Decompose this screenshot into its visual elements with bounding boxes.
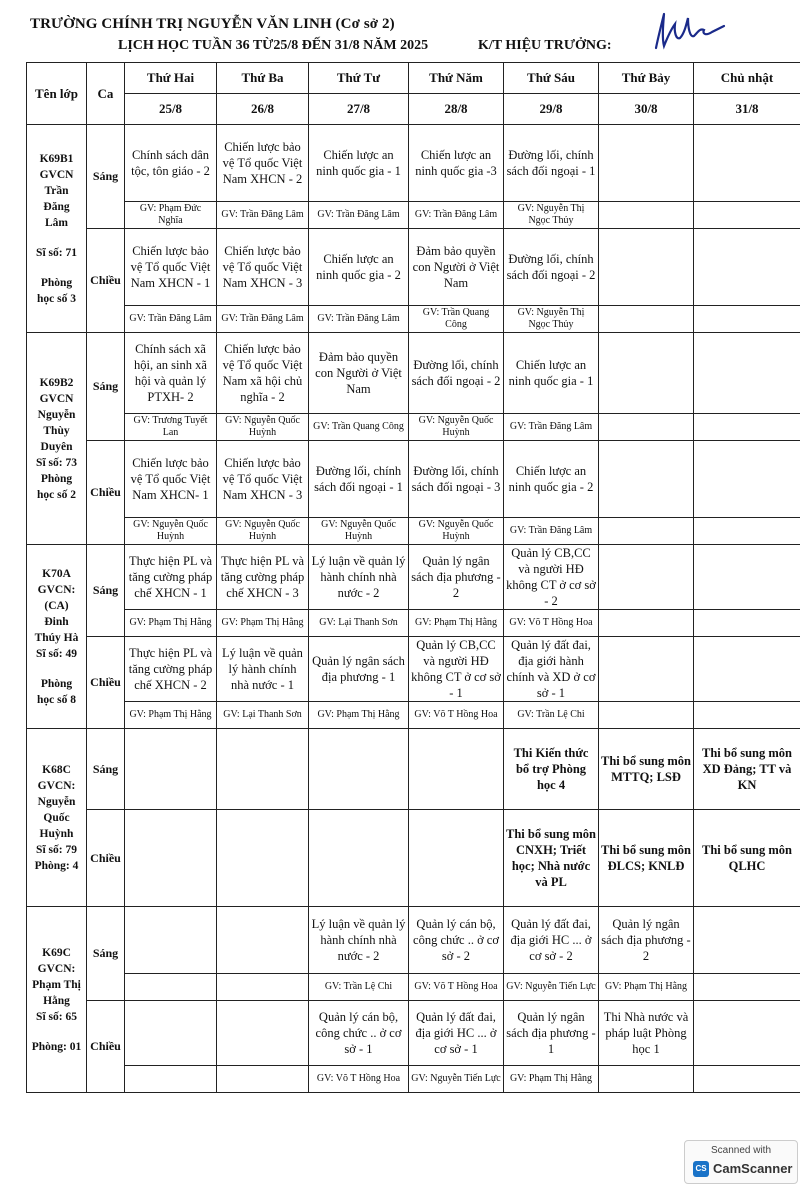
- teacher-cell: [217, 1066, 309, 1093]
- subject-cell: Thi Nhà nước và pháp luật Phòng học 1: [599, 1001, 694, 1066]
- teacher-cell: GV: Trần Quang Công: [309, 414, 409, 441]
- subject-cell: [694, 441, 800, 518]
- class-column-header: Tên lớp: [27, 63, 87, 125]
- subject-cell: [217, 810, 309, 907]
- teacher-cell: GV: Nguyễn Quốc Huỳnh: [409, 414, 504, 441]
- subject-cell: [599, 637, 694, 702]
- teacher-cell: [599, 414, 694, 441]
- teacher-cell: GV: Nguyễn Tiến Lực: [504, 974, 599, 1001]
- teacher-cell: GV: Phạm Thị Hằng: [217, 610, 309, 637]
- date-header: 28/8: [409, 94, 504, 125]
- teacher-cell: [694, 202, 800, 229]
- school-name: TRƯỜNG CHÍNH TRỊ NGUYỄN VĂN LINH (Cơ sở 2): [30, 16, 395, 32]
- session-column-header: Ca: [87, 63, 125, 125]
- teacher-cell: GV: Nguyễn Tiến Lực: [409, 1066, 504, 1093]
- camscanner-logo-icon: CS: [693, 1161, 709, 1177]
- subject-cell: [694, 229, 800, 306]
- subject-cell: Thực hiện PL và tăng cường pháp chế XHCN - 1: [125, 545, 217, 610]
- subject-cell: Lý luận về quản lý hành chính nhà nước - 2: [309, 907, 409, 974]
- teacher-cell: [217, 974, 309, 1001]
- teacher-cell: GV: Nguyễn Quốc Huỳnh: [217, 414, 309, 441]
- subject-cell: Quản lý đất đai, địa giới HC ... ở cơ sở - 2: [504, 907, 599, 974]
- subject-cell: Thi bổ sung môn ĐLCS; KNLĐ: [599, 810, 694, 907]
- subject-cell: Thực hiện PL và tăng cường pháp chế XHCN - 2: [125, 637, 217, 702]
- signature-icon: [648, 8, 728, 52]
- class-info-line: Sĩ số: 65: [36, 1010, 77, 1023]
- class-info-line: (CA): [44, 599, 69, 612]
- class-info-line: Đinh: [44, 615, 69, 628]
- subject-cell: Đường lối, chính sách đối ngoại - 1: [504, 125, 599, 202]
- subject-cell: Chiến lược bảo vệ Tổ quốc Việt Nam XHCN - 1: [125, 229, 217, 306]
- date-header: 31/8: [694, 94, 800, 125]
- class-info-line: Trần: [44, 184, 69, 197]
- session-label: Chiều: [87, 1001, 125, 1093]
- camscanner-label: CamScanner: [713, 1161, 793, 1176]
- class-info-line: Nguyễn: [37, 408, 76, 421]
- class-info-line: Thùy: [43, 424, 70, 437]
- scanned-with-label: Scanned with: [710, 1145, 772, 1156]
- class-info-line: [29, 1025, 84, 1039]
- class-info-line: Đăng: [43, 200, 70, 213]
- teacher-cell: GV: Trương Tuyết Lan: [125, 414, 217, 441]
- class-info-line: [29, 662, 84, 676]
- day-header: Thứ Năm: [409, 63, 504, 94]
- teacher-cell: GV: Võ T Hồng Hoa: [409, 974, 504, 1001]
- class-info-cell: [27, 729, 87, 907]
- class-info-line: GVCN: [39, 168, 74, 181]
- teacher-cell: GV: Nguyễn Quốc Huỳnh: [217, 518, 309, 545]
- subject-cell: [694, 637, 800, 702]
- class-info-line: K69B2: [39, 376, 74, 389]
- session-label: Chiều: [87, 229, 125, 333]
- class-info-line: Hằng: [43, 994, 70, 1007]
- teacher-cell: GV: Lại Thanh Sơn: [217, 702, 309, 729]
- session-label: Sáng: [87, 333, 125, 441]
- session-label: Sáng: [87, 125, 125, 229]
- subject-cell: [694, 907, 800, 974]
- class-info-line: GVCN:: [37, 583, 76, 596]
- teacher-cell: GV: Trần Đăng Lâm: [217, 306, 309, 333]
- teacher-cell: GV: Phạm Thị Hằng: [309, 702, 409, 729]
- subject-cell: Lý luận về quản lý hành chính nhà nước - 2: [309, 545, 409, 610]
- subject-cell: Quản lý cán bộ, công chức .. ở cơ sở - 1: [309, 1001, 409, 1066]
- subject-cell: Đường lối, chính sách đối ngoại - 1: [309, 441, 409, 518]
- teacher-cell: GV: Trần Lệ Chi: [309, 974, 409, 1001]
- subject-cell: Chiến lược an ninh quốc gia - 1: [309, 125, 409, 202]
- class-info-line: Duyên: [40, 440, 73, 453]
- class-info-line: GVCN:: [37, 962, 76, 975]
- subject-cell: [217, 1001, 309, 1066]
- subject-cell: Chiến lược bảo vệ Tổ quốc Việt Nam xã hội chủ nghĩa - 2: [217, 333, 309, 414]
- subject-cell: Chiến lược bảo vệ Tổ quốc Việt Nam XHCN - 2: [217, 125, 309, 202]
- class-info-line: Phạm Thị: [32, 978, 81, 991]
- teacher-cell: GV: Trần Đăng Lâm: [409, 202, 504, 229]
- teacher-cell: [599, 702, 694, 729]
- teacher-cell: [694, 306, 800, 333]
- subject-cell: [599, 441, 694, 518]
- subject-cell: Chiến lược bảo vệ Tổ quốc Việt Nam XHCN - 3: [217, 441, 309, 518]
- subject-cell: Quản lý ngân sách địa phương - 2: [599, 907, 694, 974]
- camscanner-watermark: [684, 1140, 798, 1184]
- session-label: Chiều: [87, 441, 125, 545]
- teacher-cell: [694, 518, 800, 545]
- class-info-line: Sĩ số: 49: [36, 647, 77, 660]
- subject-cell: [694, 545, 800, 610]
- subject-cell: Đường lối, chính sách đối ngoại - 2: [409, 333, 504, 414]
- class-info-line: Huỳnh: [39, 827, 74, 840]
- subject-cell: Thi Kiến thức bổ trợ Phòng học 4: [504, 729, 599, 810]
- subject-cell: Thi bổ sung môn QLHC: [694, 810, 800, 907]
- subject-cell: Quản lý CB,CC và người HĐ không CT ở cơ sở - 2: [504, 545, 599, 610]
- subject-cell: [409, 729, 504, 810]
- teacher-cell: GV: Phạm Thị Hằng: [504, 1066, 599, 1093]
- subject-cell: Thi bổ sung môn CNXH; Triết học; Nhà nước và PL: [504, 810, 599, 907]
- date-header: 25/8: [125, 94, 217, 125]
- subject-cell: Chiến lược an ninh quốc gia - 2: [309, 229, 409, 306]
- teacher-cell: GV: Phạm Đức Nghĩa: [125, 202, 217, 229]
- subject-cell: Chính sách dân tộc, tôn giáo - 2: [125, 125, 217, 202]
- day-header: Thứ Ba: [217, 63, 309, 94]
- class-info-cell: [27, 545, 87, 729]
- day-header: Thứ Bảy: [599, 63, 694, 94]
- subject-cell: Thi bổ sung môn XD Đảng; TT và KN: [694, 729, 800, 810]
- teacher-cell: GV: Trần Đăng Lâm: [309, 202, 409, 229]
- subject-cell: [694, 333, 800, 414]
- schedule-title: LỊCH HỌC TUẦN 36 TỪ25/8 ĐẾN 31/8 NĂM 2025: [118, 38, 429, 53]
- subject-cell: Thực hiện PL và tăng cường pháp chế XHCN - 3: [217, 545, 309, 610]
- subject-cell: [599, 229, 694, 306]
- class-info-line: Nguyễn: [37, 795, 76, 808]
- subject-cell: Lý luận về quản lý hành chính nhà nước - 1: [217, 637, 309, 702]
- class-info-line: GVCN:: [37, 779, 76, 792]
- class-info-line: [29, 261, 84, 275]
- teacher-cell: GV: Trần Đăng Lâm: [217, 202, 309, 229]
- subject-cell: [694, 125, 800, 202]
- subject-cell: [599, 333, 694, 414]
- class-info-line: K69B1: [39, 152, 74, 165]
- session-label: Sáng: [87, 729, 125, 810]
- class-info-line: học số 3: [37, 292, 76, 305]
- teacher-cell: GV: Phạm Thị Hằng: [125, 702, 217, 729]
- subject-cell: Quản lý đất đai, địa giới hành chính và XD ở cơ sở - 1: [504, 637, 599, 702]
- subject-cell: Chiến lược an ninh quốc gia - 2: [504, 441, 599, 518]
- subject-cell: Quản lý cán bộ, công chức .. ở cơ sở - 2: [409, 907, 504, 974]
- subject-cell: [309, 729, 409, 810]
- teacher-cell: [694, 702, 800, 729]
- principal-label: K/T HIỆU TRƯỞNG:: [478, 38, 612, 53]
- teacher-cell: GV: Trần Đăng Lâm: [309, 306, 409, 333]
- class-info-line: Phòng: [40, 677, 73, 690]
- date-header: 27/8: [309, 94, 409, 125]
- subject-cell: Chiến lược bảo vệ Tổ quốc Việt Nam XHCN- 1: [125, 441, 217, 518]
- class-info-line: K68C: [42, 763, 71, 776]
- class-info-line: K70A: [42, 567, 71, 580]
- subject-cell: Thi bổ sung môn MTTQ; LSĐ: [599, 729, 694, 810]
- class-info-line: Sĩ số: 71: [36, 246, 77, 259]
- session-label: Sáng: [87, 545, 125, 637]
- teacher-cell: GV: Trần Lệ Chi: [504, 702, 599, 729]
- teacher-cell: [694, 610, 800, 637]
- teacher-cell: [599, 306, 694, 333]
- subject-cell: [217, 729, 309, 810]
- teacher-cell: GV: Trần Đăng Lâm: [504, 518, 599, 545]
- class-info-line: học số 8: [37, 693, 76, 706]
- teacher-cell: GV: Phạm Thị Hằng: [599, 974, 694, 1001]
- subject-cell: Chiến lược bảo vệ Tổ quốc Việt Nam XHCN - 3: [217, 229, 309, 306]
- teacher-cell: GV: Võ T Hồng Hoa: [504, 610, 599, 637]
- document-header: [0, 0, 800, 60]
- teacher-cell: GV: Võ T Hồng Hoa: [409, 702, 504, 729]
- subject-cell: Đường lối, chính sách đối ngoại - 2: [504, 229, 599, 306]
- subject-cell: Đảm bảo quyền con Người ở Việt Nam: [409, 229, 504, 306]
- subject-cell: [125, 907, 217, 974]
- class-info-line: học số 2: [37, 488, 76, 501]
- subject-cell: [125, 810, 217, 907]
- teacher-cell: GV: Nguyễn Thị Ngọc Thủy: [504, 306, 599, 333]
- teacher-cell: [599, 1066, 694, 1093]
- teacher-cell: [694, 974, 800, 1001]
- teacher-cell: GV: Phạm Thị Hằng: [409, 610, 504, 637]
- subject-cell: [309, 810, 409, 907]
- class-info-line: Thúy Hà: [34, 631, 79, 644]
- teacher-cell: GV: Trần Quang Công: [409, 306, 504, 333]
- teacher-cell: GV: Nguyễn Quốc Huỳnh: [409, 518, 504, 545]
- teacher-cell: [599, 610, 694, 637]
- teacher-cell: GV: Trần Đăng Lâm: [125, 306, 217, 333]
- subject-cell: Chính sách xã hội, an sinh xã hội và quản lý PTXH- 2: [125, 333, 217, 414]
- subject-cell: [694, 1001, 800, 1066]
- subject-cell: [599, 545, 694, 610]
- class-info-line: Lâm: [45, 216, 68, 229]
- subject-cell: Quản lý ngân sách địa phương - 2: [409, 545, 504, 610]
- subject-cell: [409, 810, 504, 907]
- schedule-table: [26, 62, 800, 1093]
- class-info-line: GVCN: [39, 392, 74, 405]
- class-info-line: Phòng: 01: [31, 1040, 82, 1053]
- teacher-cell: GV: Trần Đăng Lâm: [504, 414, 599, 441]
- teacher-cell: GV: Phạm Thị Hằng: [125, 610, 217, 637]
- session-label: Chiều: [87, 637, 125, 729]
- class-info-line: Phòng: [40, 276, 73, 289]
- subject-cell: [125, 729, 217, 810]
- subject-cell: Quản lý ngân sách địa phương - 1: [504, 1001, 599, 1066]
- day-header: Thứ Sáu: [504, 63, 599, 94]
- date-header: 29/8: [504, 94, 599, 125]
- teacher-cell: [125, 974, 217, 1001]
- teacher-cell: [694, 1066, 800, 1093]
- subject-cell: Chiến lược an ninh quốc gia -3: [409, 125, 504, 202]
- session-label: Sáng: [87, 907, 125, 1001]
- date-header: 30/8: [599, 94, 694, 125]
- class-info-line: [29, 231, 84, 245]
- class-info-line: Sĩ số: 79: [36, 843, 77, 856]
- subject-cell: Chiến lược an ninh quốc gia - 1: [504, 333, 599, 414]
- teacher-cell: GV: Nguyễn Thị Ngọc Thủy: [504, 202, 599, 229]
- teacher-cell: [694, 414, 800, 441]
- teacher-cell: GV: Lại Thanh Sơn: [309, 610, 409, 637]
- teacher-cell: [599, 518, 694, 545]
- teacher-cell: GV: Nguyễn Quốc Huỳnh: [309, 518, 409, 545]
- subject-cell: [599, 125, 694, 202]
- subject-cell: [217, 907, 309, 974]
- subject-cell: Quản lý ngân sách địa phương - 1: [309, 637, 409, 702]
- teacher-cell: GV: Nguyễn Quốc Huỳnh: [125, 518, 217, 545]
- class-info-line: Phòng: [40, 472, 73, 485]
- date-header: 26/8: [217, 94, 309, 125]
- class-info-line: Phòng: 4: [34, 859, 79, 872]
- class-info-cell: [27, 125, 87, 333]
- subject-cell: Đường lối, chính sách đối ngoại - 3: [409, 441, 504, 518]
- teacher-cell: GV: Võ T Hồng Hoa: [309, 1066, 409, 1093]
- teacher-cell: [599, 202, 694, 229]
- subject-cell: [125, 1001, 217, 1066]
- class-info-line: Quốc: [43, 811, 70, 824]
- day-header: Thứ Hai: [125, 63, 217, 94]
- subject-cell: Quản lý CB,CC và người HĐ không CT ở cơ sở - 1: [409, 637, 504, 702]
- class-info-line: K69C: [42, 946, 71, 959]
- day-header: Chủ nhật: [694, 63, 800, 94]
- class-info-line: Sĩ số: 73: [36, 456, 77, 469]
- subject-cell: Đảm bảo quyền con Người ở Việt Nam: [309, 333, 409, 414]
- day-header: Thứ Tư: [309, 63, 409, 94]
- class-info-cell: [27, 907, 87, 1093]
- subject-cell: Quản lý đất đai, địa giới HC ... ở cơ sở - 1: [409, 1001, 504, 1066]
- teacher-cell: [125, 1066, 217, 1093]
- class-info-cell: [27, 333, 87, 545]
- session-label: Chiều: [87, 810, 125, 907]
